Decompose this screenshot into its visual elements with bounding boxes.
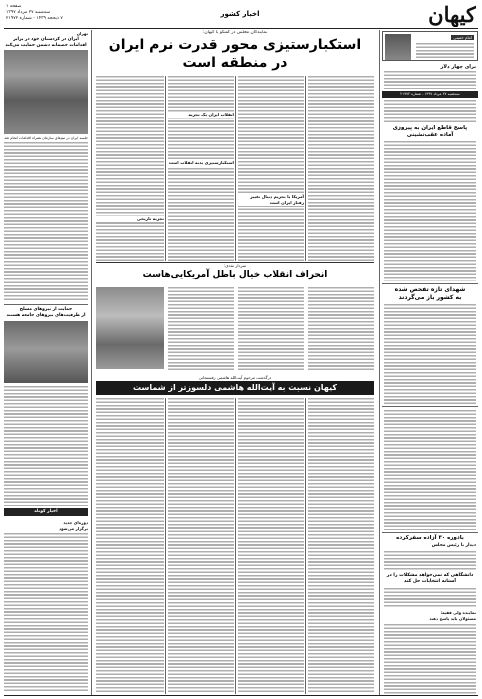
left-photo-caption: جلسه ایران در تیم‌های سازمان همراه اقدامات انجام شد: [4, 136, 88, 140]
divider: [382, 283, 478, 284]
right-text-7: [384, 588, 476, 608]
mid-col-1: [308, 287, 374, 371]
divider: [382, 406, 478, 407]
bottom-col-4: [96, 398, 164, 694]
left-text-3: [4, 533, 88, 693]
main-col-1: [308, 76, 374, 261]
right-text-3: [384, 141, 476, 281]
mid-col-2: [238, 287, 304, 371]
page-number: صفحه ۱ سه‌شنبه ۲۷ مرداد ۱۳۹۷ ۷ ذیحجه ۱۴۳۹ - شماره ۲۱۹۷۲: [6, 4, 63, 21]
column-divider: [379, 30, 380, 695]
banner-kicker: درگذشت مرحوم آیت‌الله هاشمی رفسنجانی: [198, 375, 272, 380]
right-text-1: [384, 71, 476, 89]
date-banner: سه‌شنبه ۲۷ مرداد ۱۳۹۷ - شماره ۲۱۹۷۲: [382, 91, 478, 98]
bottom-col-2: [238, 398, 304, 694]
right-headline-b: شهدای تازه تفحص شده به کشور باز می‌گردند: [394, 286, 466, 301]
bottom-col-1: [308, 398, 374, 694]
right-small-2: مسئولان باید پاسخ دهند: [429, 616, 476, 621]
right-text-5: [384, 410, 476, 530]
right-headline-c: بادوره ۳۰ آزاده سفرکرده: [396, 535, 464, 541]
right-headline-d: دیدار با رئیس مجلس: [431, 543, 476, 548]
main-kicker: نمایندگان مجلس در گفتگو با کیهان:: [202, 30, 268, 35]
middle-headline: انحراف انقلاب خیال باطل آمریکایی‌هاست: [142, 270, 328, 280]
left-kicker: تهران: [76, 31, 88, 36]
mid-col-3: [168, 287, 234, 371]
short-item-1: دوره‌ای جدید: [63, 520, 88, 525]
middle-photo: [96, 287, 164, 369]
column-rule: [305, 76, 306, 261]
portrait-photo: [385, 34, 411, 60]
left-headline: ایران در کردستان خود در برابر اقدامات خصمانه دشمن حمایت می‌کند: [5, 37, 87, 48]
right-column: [382, 30, 478, 695]
main-subhead-1: انقلاب ایران یک تجربه: [168, 112, 234, 118]
main-headline-line2: در منطقه است: [182, 55, 288, 71]
left-sub-headline-1: حمایت از نیروهای مسلح: [19, 307, 73, 312]
right-headline-a: پاسخ قاطع ایران به پیروزی آماده عقب‌نشینی: [392, 125, 468, 138]
main-story-head: [96, 30, 374, 74]
middle-kicker: سردار نقدی:: [223, 263, 247, 268]
column-divider: [91, 30, 92, 695]
right-text-6: [384, 551, 476, 571]
right-text-4: [384, 304, 476, 404]
banner-bar: [96, 381, 374, 395]
left-text-1: [4, 142, 88, 302]
left-photo-1: [4, 50, 88, 134]
right-text-2: [384, 100, 476, 124]
divider: [382, 532, 478, 533]
main-subhead-3: آمریکا با تحریم دنبال تغییر رفتار ایران است: [238, 194, 304, 206]
short-news-box: اخبار کوتاه: [4, 508, 88, 516]
right-headline-e: دانشگاهی که نمی‌خواهد مشکلات را در آستانه انتخابات حل کند: [386, 573, 474, 584]
short-item-2: برگزار می‌شود: [59, 526, 88, 531]
box-title: برای چهار دلار: [440, 64, 476, 70]
main-headline-line1: استکبارستیزی محور قدرت نرم ایران: [108, 37, 362, 53]
bottom-rule: [4, 695, 478, 696]
left-text-2: [4, 386, 88, 506]
middle-story-body: [96, 287, 374, 371]
left-sub-headline-2: از ظرفیت‌های نیروهای جامعه هستند: [6, 313, 86, 318]
main-subhead-2: استکبارستیزی بدنه انقلاب است: [168, 160, 234, 165]
middle-story-head: [96, 263, 374, 285]
column-rule: [305, 398, 306, 694]
column-rule: [165, 398, 166, 694]
column-rule: [235, 76, 236, 261]
portrait-label: امام خمینی: [453, 35, 472, 40]
masthead-logo[interactable]: کیهان: [428, 3, 476, 27]
portrait-text: [416, 43, 474, 59]
main-col-3: [168, 76, 234, 261]
column-rule: [235, 398, 236, 694]
bottom-col-3: [168, 398, 234, 694]
right-text-8: [384, 624, 476, 694]
portrait-box: [382, 31, 478, 61]
masthead-rule: [4, 28, 478, 29]
main-col-4: [96, 76, 164, 261]
column-rule: [165, 76, 166, 261]
right-small-1: نماینده ولی فقیه:: [440, 610, 476, 615]
main-col-2: [238, 76, 304, 261]
left-photo-2: [4, 321, 88, 383]
left-column: [4, 30, 88, 695]
section-title: اخبار کشور: [220, 10, 260, 18]
banner-headline: کیهان نسبت به آیت‌الله هاشمی دلسوزتر از شماست: [133, 383, 337, 392]
divider: [4, 304, 88, 305]
main-subhead-4: تجربه تاریخی: [96, 216, 164, 222]
